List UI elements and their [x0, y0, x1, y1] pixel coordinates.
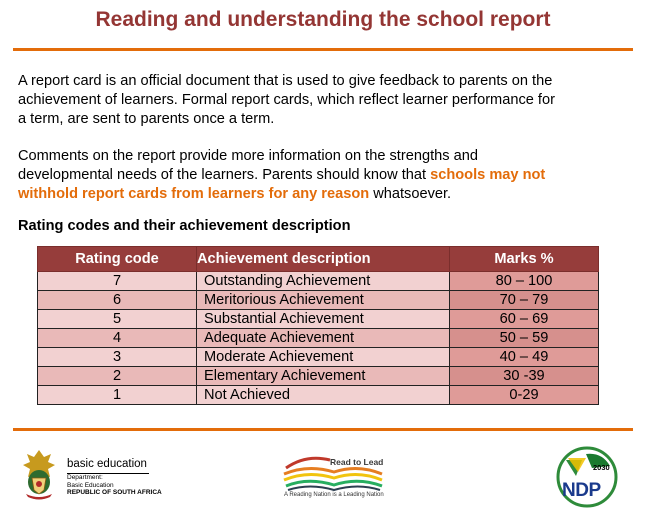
rating-code-cell: 1 — [38, 386, 197, 405]
comments-line-3 — [18, 185, 628, 204]
description-cell: Adequate Achievement — [197, 329, 450, 348]
comments-highlight-1: schools may not — [430, 167, 546, 183]
table-header-row — [38, 247, 599, 272]
rating-code-cell: 4 — [38, 329, 197, 348]
department-subtitle — [67, 474, 162, 497]
rating-code-cell: 6 — [38, 291, 197, 310]
comments-line-1: Comments on the report provide more information on the strengths and — [18, 148, 478, 164]
marks-cell: 0-29 — [450, 386, 599, 405]
description-cell: Substantial Achievement — [197, 310, 450, 329]
table-row — [38, 272, 599, 291]
marks-cell: 70 – 79 — [450, 291, 599, 310]
table-row — [38, 310, 599, 329]
intro-line-3: a term, are sent to parents once a term. — [18, 111, 275, 127]
read-to-lead-title: Read to Lead — [330, 457, 384, 467]
intro-line-2: achievement of learners. Formal report cards, which reflect learner performance for — [18, 92, 555, 108]
ndp-text: NDP — [562, 480, 601, 501]
read-to-lead-logo — [278, 450, 390, 505]
table-row — [38, 329, 599, 348]
header-achievement-description: Achievement description — [197, 247, 450, 272]
intro-paragraph — [18, 72, 628, 129]
description-cell: Outstanding Achievement — [197, 272, 450, 291]
bottom-divider — [13, 428, 633, 431]
description-cell: Not Achieved — [197, 386, 450, 405]
coat-of-arms-icon — [20, 448, 58, 500]
page-title: Reading and understanding the school report — [95, 8, 551, 31]
marks-cell: 30 -39 — [450, 367, 599, 386]
description-cell: Meritorious Achievement — [197, 291, 450, 310]
department-country: REPUBLIC OF SOUTH AFRICA — [67, 489, 162, 496]
basic-education-logo — [20, 446, 170, 502]
rating-codes-table — [37, 246, 599, 405]
header-marks: Marks % — [450, 247, 599, 272]
comments-line-2-text: developmental needs of the learners. Parents should know that — [18, 167, 431, 183]
intro-line-1: A report card is an official document that is used to give feedback to parents on the — [18, 73, 553, 89]
department-line-2: Basic Education — [67, 481, 114, 489]
department-line-1: Department: — [67, 474, 103, 481]
marks-cell: 60 – 69 — [450, 310, 599, 329]
department-line-3 — [67, 489, 162, 497]
rating-code-cell: 3 — [38, 348, 197, 367]
marks-cell: 40 – 49 — [450, 348, 599, 367]
rating-code-cell: 7 — [38, 272, 197, 291]
read-to-lead-tagline: A Reading Nation is a Leading Nation — [284, 492, 384, 498]
table-row — [38, 386, 599, 405]
comments-line-3-text: whatsoever. — [369, 186, 452, 202]
comments-highlight-2: withhold report cards from learners for any reason — [18, 186, 370, 202]
table-row — [38, 367, 599, 386]
rating-codes-heading: Rating codes and their achievement description — [18, 218, 351, 234]
header-rating-code: Rating code — [38, 247, 197, 272]
top-divider — [13, 48, 633, 51]
ndp-2030-logo — [556, 446, 618, 508]
table-row — [38, 348, 599, 367]
description-cell: Elementary Achievement — [197, 367, 450, 386]
description-cell: Moderate Achievement — [197, 348, 450, 367]
comments-line-2 — [18, 166, 628, 185]
rating-code-cell: 2 — [38, 367, 197, 386]
department-name: basic education — [67, 458, 147, 470]
marks-cell: 80 – 100 — [450, 272, 599, 291]
ndp-year: 2030 — [593, 463, 610, 472]
table-row — [38, 291, 599, 310]
rating-code-cell: 5 — [38, 310, 197, 329]
marks-cell: 50 – 59 — [450, 329, 599, 348]
comments-paragraph — [18, 147, 628, 204]
